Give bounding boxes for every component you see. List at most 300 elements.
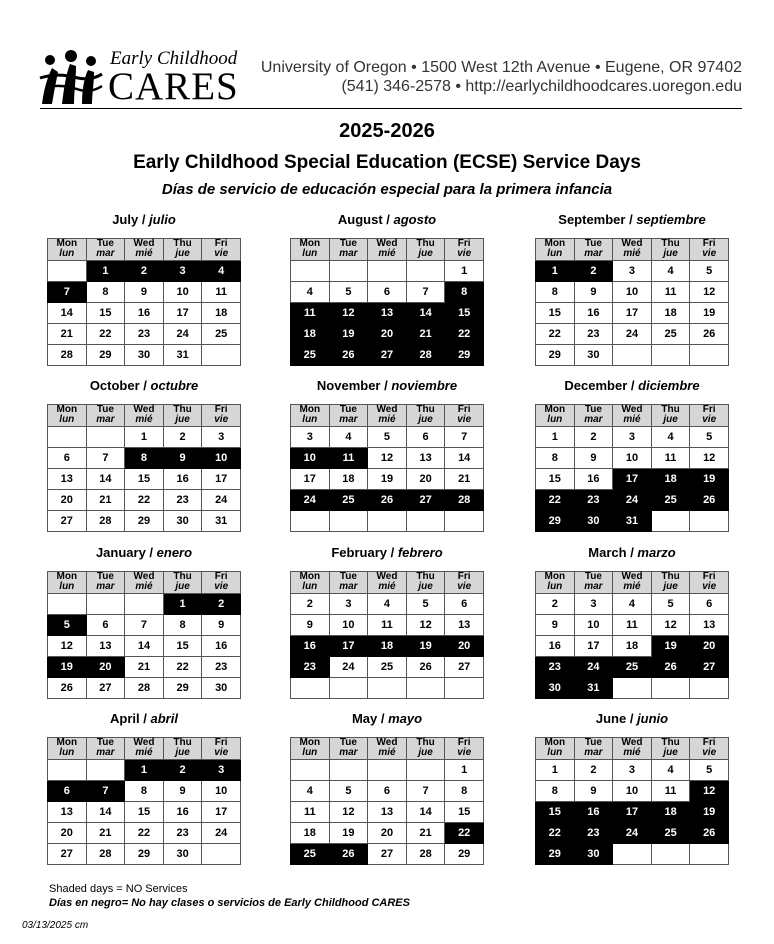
month-title: October / octubre (89, 378, 199, 393)
week-row (536, 469, 729, 490)
weekday-english: Mon (299, 404, 321, 415)
day-cell-no-service: 21 (406, 324, 445, 345)
month-name-english: February (331, 545, 387, 560)
address-line1: University of Oregon • 1500 West 12th Avenue • Eugene, OR 97402 (260, 59, 742, 76)
day-cell: 3 (613, 427, 652, 448)
day-cell: 11 (651, 282, 690, 303)
day-cell-no-service: 1 (163, 594, 202, 615)
day-cell-no-service: 20 (86, 657, 125, 678)
day-cell: 28 (86, 511, 125, 532)
weekday-spanish: mié (623, 581, 641, 592)
day-cell-no-service: 16 (574, 802, 613, 823)
weekday-header (291, 239, 330, 261)
week-row (536, 781, 729, 802)
weekday-header (329, 405, 368, 427)
day-cell: 25 (368, 657, 407, 678)
weekday-english: Fri (214, 737, 228, 748)
weekday-spanish: jue (418, 581, 433, 592)
day-cell-no-service: 2 (202, 594, 241, 615)
day-cell: 7 (125, 615, 164, 636)
day-cell: 5 (690, 427, 729, 448)
weekday-spanish: mié (135, 414, 153, 425)
weekday-spanish: mar (584, 747, 603, 758)
month-title: March / marzo (588, 545, 676, 560)
weekday-spanish: vie (457, 248, 472, 259)
day-cell: 18 (651, 303, 690, 324)
day-cell: 20 (406, 469, 445, 490)
day-cell: 30 (125, 345, 164, 366)
weekday-english: Fri (214, 404, 228, 415)
day-cell: 4 (329, 427, 368, 448)
weekday-english: Thu (173, 404, 192, 415)
week-row (291, 427, 484, 448)
month-october (47, 378, 241, 532)
weekday-header (48, 239, 87, 261)
weekday-header (86, 572, 125, 594)
weekday-spanish: lun (302, 747, 318, 758)
day-cell-no-service: 19 (651, 636, 690, 657)
month-name-spanish: julio (149, 212, 176, 227)
weekday-english: Thu (661, 238, 680, 249)
week-row (291, 324, 484, 345)
day-cell-no-service: 24 (291, 490, 330, 511)
day-cell: 3 (291, 427, 330, 448)
weekday-english: Wed (621, 404, 643, 415)
empty-cell (690, 678, 729, 699)
day-cell-no-service: 24 (574, 657, 613, 678)
weekday-header (574, 738, 613, 760)
day-cell-no-service: 25 (329, 490, 368, 511)
weekday-english: Mon (544, 737, 566, 748)
empty-cell (368, 678, 407, 699)
weekday-english: Mon (544, 238, 566, 249)
day-cell-no-service: 2 (574, 261, 613, 282)
day-cell-no-service: 27 (368, 345, 407, 366)
week-row (48, 802, 241, 823)
month-name-spanish: abril (150, 711, 178, 726)
weekday-spanish: mié (378, 747, 396, 758)
month-december (535, 378, 729, 532)
weekday-spanish: mar (96, 747, 115, 758)
day-cell: 1 (125, 427, 164, 448)
logo (38, 48, 238, 108)
weekday-spanish: vie (702, 581, 717, 592)
month-name-spanish: junio (637, 711, 669, 726)
day-cell: 23 (202, 657, 241, 678)
month-title: September / septiembre (558, 212, 706, 227)
weekday-english: Fri (214, 238, 228, 249)
weekday-spanish: jue (175, 248, 190, 259)
day-cell-no-service: 7 (48, 282, 87, 303)
day-cell-no-service: 31 (613, 511, 652, 532)
day-cell: 19 (368, 469, 407, 490)
month-title: November / noviembre (316, 378, 458, 393)
day-cell-no-service: 19 (48, 657, 87, 678)
day-cell: 16 (125, 303, 164, 324)
weekday-header (406, 405, 445, 427)
weekday-spanish: mié (378, 248, 396, 259)
empty-cell (445, 678, 484, 699)
week-row (291, 448, 484, 469)
weekday-spanish: mié (135, 248, 153, 259)
weekday-header-row (291, 738, 484, 760)
weekday-spanish: jue (663, 747, 678, 758)
weekday-english: Tue (584, 737, 602, 748)
day-cell-no-service: 29 (536, 844, 575, 865)
weekday-spanish: jue (663, 414, 678, 425)
weekday-english: Fri (702, 571, 716, 582)
day-cell-no-service: 26 (690, 490, 729, 511)
weekday-spanish: jue (175, 747, 190, 758)
day-cell: 10 (613, 282, 652, 303)
weekday-english: Thu (173, 737, 192, 748)
day-cell-no-service: 10 (291, 448, 330, 469)
day-cell: 20 (48, 490, 87, 511)
page-title: Early Childhood Special Education (ECSE) Service Days (133, 152, 641, 173)
day-cell: 14 (86, 802, 125, 823)
day-cell-no-service: 5 (48, 615, 87, 636)
month-july (47, 212, 241, 366)
empty-cell (48, 427, 87, 448)
day-cell-no-service: 19 (690, 469, 729, 490)
day-cell: 21 (48, 324, 87, 345)
day-cell: 9 (291, 615, 330, 636)
day-cell-no-service: 18 (651, 802, 690, 823)
weekday-spanish: mar (339, 248, 358, 259)
day-cell: 21 (406, 823, 445, 844)
weekday-header (125, 405, 164, 427)
weekday-header (291, 405, 330, 427)
day-cell-no-service: 19 (690, 802, 729, 823)
calendar-table (535, 404, 729, 532)
day-cell-no-service: 20 (690, 636, 729, 657)
weekday-header (125, 738, 164, 760)
weekday-header-row (536, 572, 729, 594)
weekday-header (202, 738, 241, 760)
empty-cell (613, 678, 652, 699)
month-april (47, 711, 241, 865)
day-cell: 14 (125, 636, 164, 657)
weekday-english: Mon (544, 404, 566, 415)
weekday-english: Mon (544, 571, 566, 582)
day-cell: 17 (202, 469, 241, 490)
empty-cell (329, 511, 368, 532)
day-cell: 13 (445, 615, 484, 636)
month-title: December / diciembre (564, 378, 700, 393)
day-cell: 27 (48, 844, 87, 865)
weekday-header (291, 572, 330, 594)
day-cell: 3 (202, 427, 241, 448)
weekday-header-row (48, 738, 241, 760)
calendar-table (290, 238, 484, 366)
weekday-english: Tue (96, 737, 114, 748)
day-cell: 2 (536, 594, 575, 615)
week-row (536, 678, 729, 699)
day-cell: 26 (690, 324, 729, 345)
calendar-table (290, 571, 484, 699)
day-cell: 15 (125, 469, 164, 490)
week-row (48, 657, 241, 678)
weekday-english: Thu (416, 238, 435, 249)
day-cell: 30 (163, 844, 202, 865)
weekday-spanish: jue (175, 581, 190, 592)
empty-cell (651, 345, 690, 366)
day-cell-no-service: 1 (536, 261, 575, 282)
empty-cell (48, 594, 87, 615)
address-line2: (541) 346-2578 • http://earlychildhoodcares.uoregon.edu (341, 78, 742, 95)
day-cell-no-service: 1 (86, 261, 125, 282)
day-cell: 17 (291, 469, 330, 490)
day-cell: 5 (329, 781, 368, 802)
weekday-spanish: jue (663, 248, 678, 259)
day-cell: 3 (329, 594, 368, 615)
day-cell-no-service: 26 (368, 490, 407, 511)
empty-cell (406, 760, 445, 781)
empty-cell (291, 678, 330, 699)
weekday-english: Thu (661, 404, 680, 415)
week-row (48, 781, 241, 802)
day-cell: 17 (574, 636, 613, 657)
weekday-english: Tue (339, 404, 357, 415)
day-cell: 21 (125, 657, 164, 678)
day-cell: 27 (445, 657, 484, 678)
month-name-english: September (558, 212, 626, 227)
weekday-header (651, 738, 690, 760)
week-row (48, 844, 241, 865)
weekday-header-row (291, 405, 484, 427)
month-name-english: December (564, 378, 628, 393)
weekday-spanish: jue (418, 747, 433, 758)
day-cell-no-service: 6 (48, 781, 87, 802)
day-cell-no-service: 22 (445, 823, 484, 844)
weekday-spanish: mar (339, 747, 358, 758)
day-cell: 29 (86, 345, 125, 366)
day-cell: 12 (406, 615, 445, 636)
day-cell: 17 (613, 303, 652, 324)
weekday-spanish: lun (59, 414, 75, 425)
day-cell: 24 (329, 657, 368, 678)
day-cell: 21 (445, 469, 484, 490)
day-cell: 15 (125, 802, 164, 823)
week-row (48, 303, 241, 324)
day-cell: 9 (574, 282, 613, 303)
weekday-english: Wed (133, 404, 155, 415)
day-cell-no-service: 2 (125, 261, 164, 282)
weekday-header (406, 239, 445, 261)
weekday-header (613, 572, 652, 594)
weekday-english: Wed (133, 737, 155, 748)
calendar-table (47, 737, 241, 865)
weekday-english: Fri (457, 238, 471, 249)
weekday-header (690, 572, 729, 594)
week-row (291, 781, 484, 802)
weekday-header (574, 572, 613, 594)
day-cell: 23 (163, 823, 202, 844)
weekday-english: Tue (96, 404, 114, 415)
week-row (291, 844, 484, 865)
day-cell: 17 (163, 303, 202, 324)
day-cell: 3 (613, 261, 652, 282)
month-name-spanish: febrero (397, 545, 443, 560)
weekday-spanish: mié (135, 581, 153, 592)
month-name-english: July (112, 212, 139, 227)
weekday-spanish: mar (339, 581, 358, 592)
day-cell-no-service: 29 (445, 345, 484, 366)
weekday-english: Wed (376, 571, 398, 582)
day-cell: 29 (125, 511, 164, 532)
day-cell-no-service: 8 (445, 282, 484, 303)
week-row (291, 469, 484, 490)
weekday-header (86, 239, 125, 261)
weekday-header (202, 405, 241, 427)
month-name-english: April (110, 711, 140, 726)
week-row (536, 427, 729, 448)
weekday-spanish: mié (623, 747, 641, 758)
month-name-spanish: septiembre (636, 212, 706, 227)
revision-date: 03/13/2025 cm (22, 920, 89, 931)
day-cell: 16 (574, 303, 613, 324)
day-cell: 22 (125, 490, 164, 511)
day-cell: 9 (574, 781, 613, 802)
weekday-header-row (291, 572, 484, 594)
day-cell: 3 (613, 760, 652, 781)
day-cell-no-service: 19 (329, 324, 368, 345)
weekday-header (368, 572, 407, 594)
weekday-header-row (536, 405, 729, 427)
day-cell-no-service: 11 (291, 303, 330, 324)
empty-cell (48, 760, 87, 781)
week-row (536, 261, 729, 282)
day-cell: 6 (690, 594, 729, 615)
day-cell: 16 (574, 469, 613, 490)
day-cell: 30 (574, 345, 613, 366)
day-cell: 27 (86, 678, 125, 699)
day-cell-no-service: 8 (125, 448, 164, 469)
day-cell-no-service: 25 (651, 490, 690, 511)
calendar-table (47, 404, 241, 532)
month-title: August / agosto (337, 212, 437, 227)
weekday-header (651, 572, 690, 594)
month-name-spanish: noviembre (391, 378, 458, 393)
day-cell-no-service: 17 (329, 636, 368, 657)
weekday-spanish: lun (547, 747, 563, 758)
day-cell: 30 (163, 511, 202, 532)
weekday-header (445, 239, 484, 261)
day-cell: 5 (651, 594, 690, 615)
weekday-spanish: mié (378, 414, 396, 425)
day-cell: 4 (651, 427, 690, 448)
month-january (47, 545, 241, 699)
month-name-english: August (337, 212, 383, 227)
day-cell-no-service: 3 (163, 261, 202, 282)
week-row (48, 678, 241, 699)
weekday-english: Wed (376, 737, 398, 748)
day-cell: 18 (613, 636, 652, 657)
day-cell: 9 (202, 615, 241, 636)
week-row (291, 636, 484, 657)
week-row (291, 760, 484, 781)
week-row (536, 490, 729, 511)
weekday-english: Thu (416, 404, 435, 415)
day-cell: 5 (690, 760, 729, 781)
day-cell: 4 (651, 760, 690, 781)
week-row (48, 448, 241, 469)
empty-cell (329, 760, 368, 781)
empty-cell (613, 844, 652, 865)
weekday-header (536, 738, 575, 760)
day-cell: 7 (406, 282, 445, 303)
day-cell: 31 (202, 511, 241, 532)
month-name-english: May (351, 711, 378, 726)
weekday-english: Tue (96, 238, 114, 249)
month-name-english: January (95, 545, 146, 560)
page-subtitle: Días de servicio de educación especial para la primera infancia (161, 181, 613, 198)
week-row (291, 678, 484, 699)
empty-cell (406, 261, 445, 282)
day-cell-no-service: 7 (86, 781, 125, 802)
day-cell-no-service: 26 (690, 823, 729, 844)
week-row (536, 636, 729, 657)
day-cell: 13 (48, 469, 87, 490)
month-name-spanish: octubre (150, 378, 199, 393)
empty-cell (613, 345, 652, 366)
day-cell-no-service: 22 (536, 490, 575, 511)
day-cell: 27 (368, 844, 407, 865)
week-row (48, 282, 241, 303)
month-name-english: October (89, 378, 140, 393)
weekday-spanish: lun (302, 581, 318, 592)
weekday-header (445, 738, 484, 760)
month-february (290, 545, 484, 699)
weekday-spanish: mar (584, 414, 603, 425)
day-cell: 4 (291, 282, 330, 303)
legend (49, 882, 410, 910)
weekday-header (536, 572, 575, 594)
day-cell: 20 (48, 823, 87, 844)
day-cell: 25 (202, 324, 241, 345)
weekday-english: Tue (584, 571, 602, 582)
week-row (536, 511, 729, 532)
school-year: 2025-2026 (339, 120, 435, 142)
week-row (291, 511, 484, 532)
day-cell: 6 (48, 448, 87, 469)
day-cell-no-service: 12 (329, 303, 368, 324)
weekday-spanish: mar (584, 581, 603, 592)
weekday-english: Mon (299, 737, 321, 748)
day-cell: 12 (690, 282, 729, 303)
day-cell: 19 (690, 303, 729, 324)
day-cell: 11 (202, 282, 241, 303)
day-cell: 9 (163, 781, 202, 802)
day-cell: 6 (368, 781, 407, 802)
day-cell-no-service: 17 (613, 802, 652, 823)
day-cell: 8 (445, 781, 484, 802)
week-row (536, 802, 729, 823)
calendar-table (47, 238, 241, 366)
day-cell: 12 (690, 448, 729, 469)
week-row (291, 802, 484, 823)
week-row (48, 469, 241, 490)
weekday-spanish: mar (339, 414, 358, 425)
week-row (536, 823, 729, 844)
day-cell: 18 (291, 823, 330, 844)
day-cell-no-service: 25 (291, 844, 330, 865)
day-cell: 9 (536, 615, 575, 636)
day-cell: 15 (536, 303, 575, 324)
empty-cell (406, 678, 445, 699)
day-cell-no-service: 25 (651, 823, 690, 844)
week-row (536, 324, 729, 345)
